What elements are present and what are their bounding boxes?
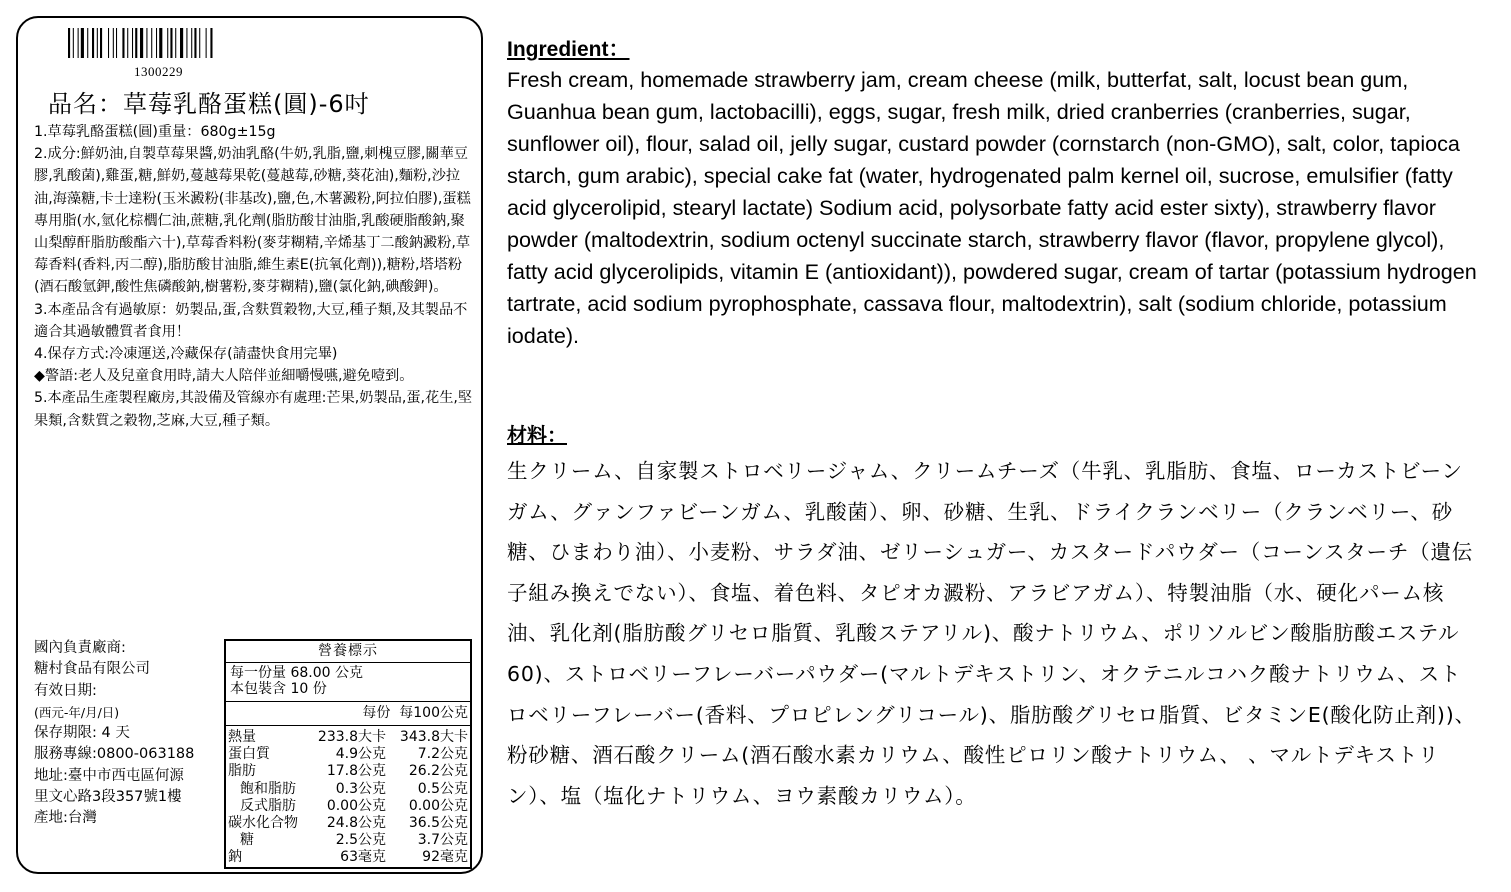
company-name: 糖村食品有限公司 — [34, 661, 150, 678]
value-per-100g: 26.2公克 — [408, 763, 468, 780]
nutrient-name: 鈉 — [228, 849, 242, 866]
value-per-100g: 343.8大卡 — [399, 729, 468, 745]
nutrition-row — [226, 832, 470, 849]
value-per-serving: 2.5公克 — [335, 832, 386, 849]
value-per-100g: 36.5公克 — [408, 814, 468, 831]
value-per-serving: 24.8公克 — [326, 814, 386, 831]
value-per-serving: 0.00公克 — [326, 797, 386, 814]
detail-warning: ◆警語:老人及兒童食用時,請大人陪伴並細嚼慢嚥,避免噎到。 — [34, 368, 414, 385]
value-per-serving: 63毫克 — [340, 849, 386, 866]
value-per-100g: 0.5公克 — [417, 780, 468, 797]
origin: 產地:台灣 — [34, 810, 97, 827]
servings-per-pack: 本包裝含 10 份 — [230, 681, 327, 697]
nutrition-row — [226, 763, 470, 780]
serving-size: 每一份量 68.00 公克 — [230, 665, 363, 681]
detail-ingredients: 2.成分:鮮奶油,自製草莓果醬,奶油乳酪(牛奶,乳脂,鹽,刺槐豆膠,關華豆膠,乳酸菌),雞蛋,糖,鮮奶,蔓越莓果乾(蔓越莓,砂糖,葵花油),麵粉,沙拉油,海藻糖,卡士達粉(玉米澱粉(非基改),鹽,色,木薯澱粉,阿拉伯膠),蛋糕專用脂(水,氫化棕櫚仁油,蔗糖,乳化劑(脂肪酸甘油脂,乳酸硬脂酸鈉,聚山梨醇酐脂肪酸酯六十),草莓香料粉(麥芽糊精,辛烯基丁二酸鈉澱粉,草莓香料(香料,丙二醇),脂肪酸甘油脂,維生素E(抗氧化劑)),糖粉,塔塔粉(酒石酸氫鉀,酸性焦磷酸鈉,樹薯粉,麥芽糊精),鹽(氯化鈉,碘酸鉀)。 — [34, 146, 471, 296]
nutrition-row — [226, 815, 470, 832]
nutrition-row — [226, 746, 470, 763]
service-hotline: 服務專線:0800-063188 — [34, 746, 195, 763]
nutrient-name: 反式脂肪 — [240, 797, 296, 814]
nutrient-name: 飽和脂肪 — [240, 780, 296, 797]
value-per-100g: 0.00公克 — [408, 797, 468, 814]
detail-facility: 5.本產品生產製程廠房,其設備及管線亦有處理:芒果,奶製品,蛋,花生,堅果類,含麩質之穀物,芝麻,大豆,種子類。 — [34, 390, 473, 429]
barcode-image — [68, 28, 256, 58]
date-format: (西元-年/月/日) — [34, 704, 120, 720]
value-per-serving: 4.9公克 — [335, 746, 386, 763]
col-per-serving: 每份 — [362, 705, 391, 721]
barcode-number: 1300229 — [134, 64, 183, 79]
nutrient-name: 脂肪 — [228, 763, 256, 780]
value-per-100g: 7.2公克 — [417, 746, 468, 763]
shelf-life: 保存期限: 4 天 — [34, 725, 130, 742]
product-name: 品名：草莓乳酪蛋糕(圓)-6吋 — [48, 90, 370, 118]
nutrition-title: 營養標示 — [226, 641, 470, 663]
value-per-100g: 92毫克 — [422, 849, 468, 866]
nutrition-row — [226, 849, 470, 866]
nutrition-row — [226, 729, 470, 746]
nutrition-table — [224, 639, 472, 869]
product-label — [16, 16, 483, 874]
english-heading: Ingredient： — [507, 38, 630, 61]
value-per-serving: 17.8公克 — [326, 763, 386, 780]
manufacturer-info — [34, 638, 244, 830]
nutrient-name: 糖 — [240, 832, 254, 849]
responsible-label: 國內負責廠商: — [34, 640, 126, 656]
col-per-100g: 每100公克 — [399, 705, 468, 721]
address-line-2: 里文心路3段357號1樓 — [34, 789, 182, 806]
nutrition-row — [226, 798, 470, 815]
value-per-100g: 3.7公克 — [417, 832, 468, 849]
address-line-1: 地址:臺中市西屯區何源 — [34, 767, 184, 784]
nutrition-column-header — [226, 702, 470, 726]
expiry-label: 有效日期: — [34, 682, 97, 699]
nutrient-name: 熱量 — [228, 729, 256, 745]
detail-allergens: 3.本產品含有過敏原：奶製品,蛋,含麩質穀物,大豆,種子類,及其製品不適合其過敏體質者食用！ — [34, 301, 468, 340]
english-ingredients: Fresh cream, homemade strawberry jam, cream cheese (milk, butterfat, salt, locust bean gum, Guanhua bean gum, lactobacilli), eggs, sugar, fresh milk, dried cranberries (cranberries, sugar, sunflower oil), flour, salad oil, jelly sugar, custard powder (cornstarch (non-GMO), salt, color, tapioca starch, gum arabic), special cake fat (water, hydrogenated palm kernel oil, sucrose, emulsifier (fatty acid glycerolipid, stearyl lactate) Sodium acid, polysorbate fatty acid ester sixty), strawberry flavor powder (maltodextrin, sodium octenyl succinate starch, strawberry flavor (flavor, propylene glycol), fatty acid glycerolipids, vitamin E (antioxidant)), powdered sugar, cream of tartar (potassium hydrogen tartrate, acid sodium pyrophosphate, cassava flour, maltodextrin), salt (sodium chloride, potassium iodate). — [507, 67, 1477, 348]
detail-weight: 1.草莓乳酪蛋糕(圓)重量：680g±15g — [34, 124, 276, 140]
nutrient-name: 蛋白質 — [228, 746, 270, 763]
value-per-serving: 233.8大卡 — [317, 729, 386, 745]
detail-storage: 4.保存方式:冷凍運送,冷藏保存(請盡快食用完畢) — [34, 346, 338, 363]
nutrient-name: 碳水化合物 — [228, 814, 298, 831]
japanese-ingredients: 生クリーム、自家製ストロベリージャム、クリームチーズ（牛乳、乳脂肪、食塩、ローカストビーンガム、グァンファビーンガム、乳酸菌）、卵、砂糖、生乳、ドライクランベリー（クランベリー、砂糖、ひまわり油）、小麦粉、サラダ油、ゼリーシュガー、カスタードパウダー（コーンスターチ（遺伝子組み換えでない）、食塩、着色料、タピオカ澱粉、アラビアガム）、特製油脂（水、硬化パーム核油、乳化剤(脂肪酸グリセロ脂質、乳酸ステアリル)、酸ナトリウム、ポリソルビン酸脂肪酸エステル60)、ストロベリーフレーバーパウダー(マルトデキストリン、オクテニルコハク酸ナトリウム、ストロベリーフレーバー(香料、プロピレングリコール)、脂肪酸グリセロ脂質、ビタミンE(酸化防止剤))、粉砂糖、酒石酸クリーム(酒石酸水素カリウム、酸性ピロリン酸ナトリウム、 、マルトデキストリン）、塩（塩化ナトリウム、ヨウ素酸カリウム）。 — [507, 459, 1476, 808]
value-per-serving: 0.3公克 — [335, 780, 386, 797]
product-details — [34, 121, 474, 432]
nutrition-row — [226, 781, 470, 798]
nutrition-serving — [226, 663, 470, 702]
nutrition-rows — [226, 726, 470, 867]
japanese-heading: 材料： — [507, 423, 567, 447]
